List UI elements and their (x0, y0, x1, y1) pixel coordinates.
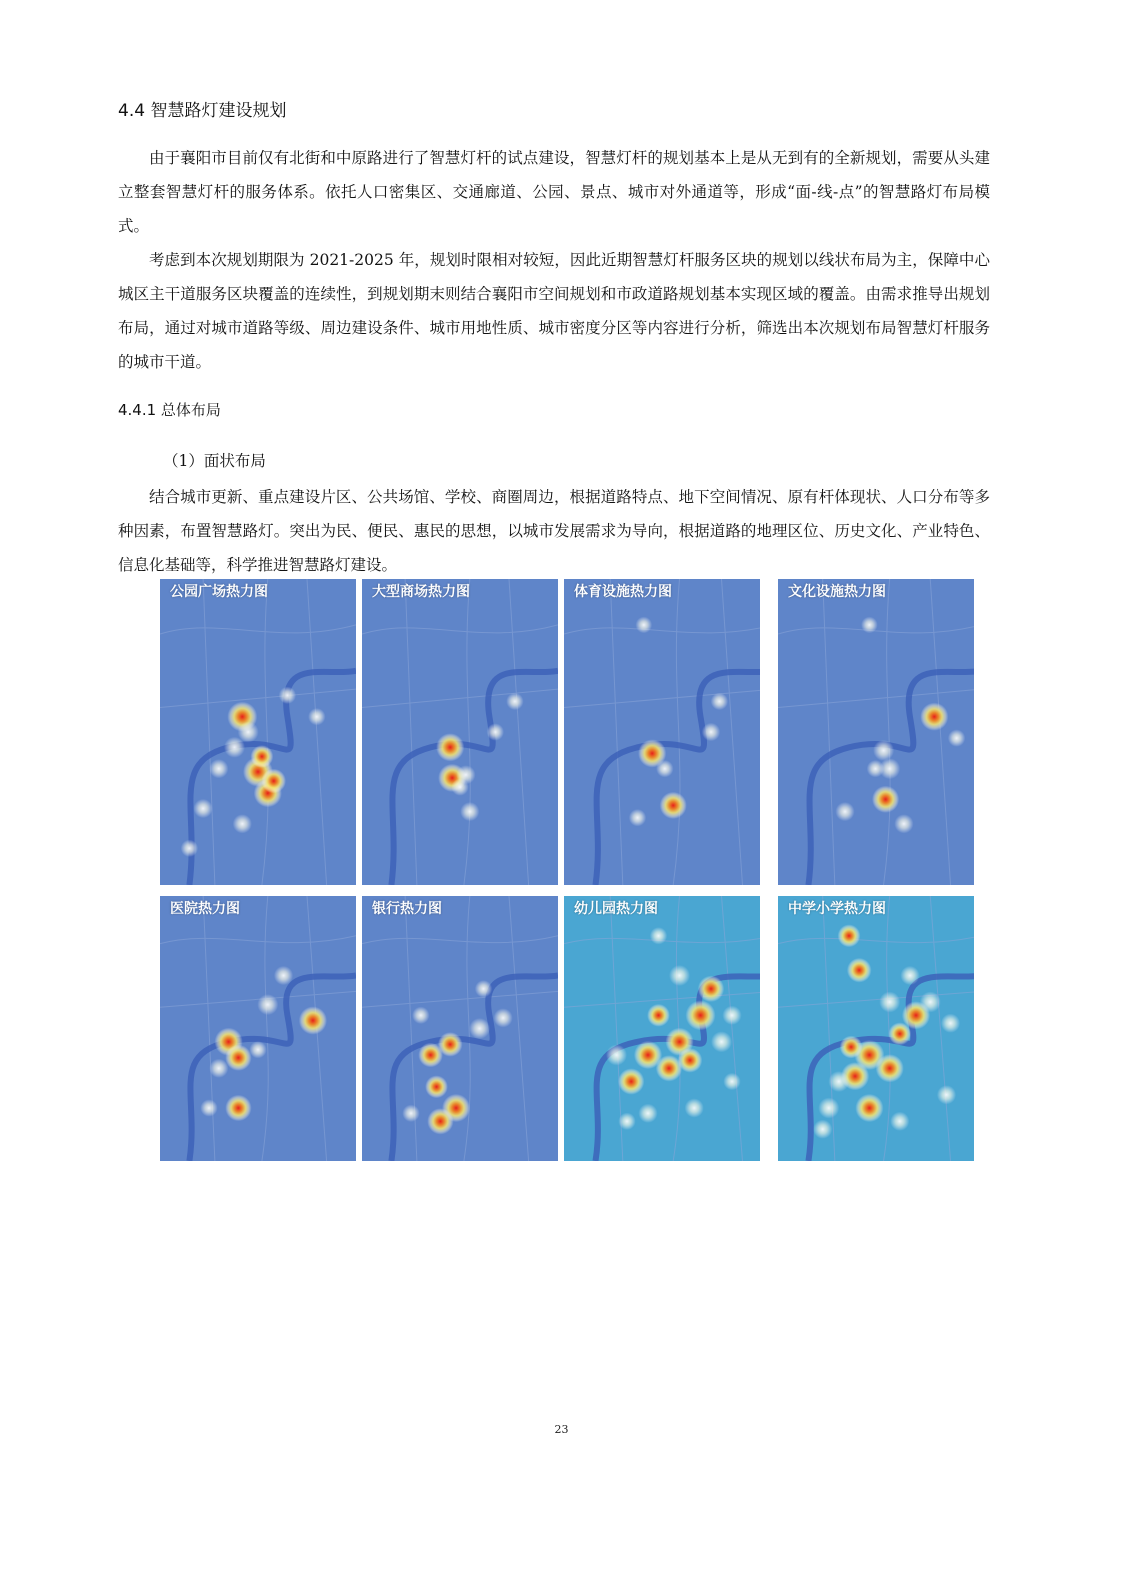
heat-spot (436, 733, 464, 761)
heat-spot (818, 1098, 839, 1119)
heat-spot (257, 994, 278, 1015)
heat-spot (723, 1073, 740, 1090)
heat-spot (835, 802, 854, 821)
heat-spot (937, 1085, 956, 1104)
heat-spot (722, 1006, 741, 1025)
heat-spot (855, 1094, 883, 1122)
panel-title: 银行热力图 (372, 901, 442, 917)
heat-spot (487, 723, 504, 740)
heat-spot (618, 1068, 644, 1094)
heatmap-figure (160, 579, 981, 1161)
panel-title: 体育设施热力图 (574, 584, 672, 600)
section-heading: 4.4 智慧路灯建设规划 (118, 101, 287, 121)
heat-spot (629, 809, 646, 826)
heatmap-panel-culture (778, 579, 974, 885)
heat-spot (948, 729, 965, 746)
heat-spot (920, 703, 948, 731)
heatmap-map-image (778, 896, 974, 1161)
heat-spot (618, 1113, 635, 1130)
heatmap-panel-banks (362, 896, 558, 1161)
heat-spot (438, 1032, 463, 1057)
heatmap-map-image (362, 579, 558, 885)
heat-spot (711, 1031, 732, 1052)
heat-spot (427, 1108, 453, 1134)
heat-spot (879, 992, 900, 1013)
heat-spot (838, 924, 861, 947)
heat-spot (702, 723, 720, 741)
heat-spot (920, 992, 941, 1013)
heat-spot (890, 1112, 909, 1131)
heat-spot (209, 759, 228, 778)
panel-title: 医院热力图 (170, 901, 240, 917)
heat-spot (425, 1075, 448, 1098)
panel-title: 幼儿园热力图 (574, 901, 658, 917)
heat-spot (941, 1014, 960, 1033)
heat-spot (209, 1059, 228, 1078)
heat-spot (900, 966, 919, 985)
subsection-paragraph: 结合城市更新、重点建设片区、公共场馆、学校、商圈周边，根据道路特点、地下空间情况、原有杆体现状、人口分布等多种因素，布置智慧路灯。突出为民、便民、惠民的思想，以城市发展需求为导向，根据道路的地理区位、历史文化、产业特色、信息化基础等，科学推进智慧路灯建设。 (118, 488, 990, 574)
heatmap-panel-malls (362, 579, 558, 885)
heat-spot (678, 1048, 703, 1073)
heat-spot (660, 792, 687, 819)
panel-title: 文化设施热力图 (788, 584, 886, 600)
heat-spot (861, 617, 878, 634)
heat-spot (494, 1008, 513, 1027)
heatmap-map-image (160, 896, 356, 1161)
heatmap-panel-parks (160, 579, 356, 885)
heat-spot (873, 740, 894, 761)
heat-spot (451, 778, 468, 795)
heatmap-panel-schools (778, 896, 974, 1161)
heat-spot (636, 617, 653, 634)
heat-spot (876, 1054, 904, 1082)
map-background (564, 579, 760, 885)
heat-spot (894, 814, 913, 833)
heat-spot (225, 1095, 251, 1121)
heat-spot (698, 976, 724, 1002)
heat-spot (249, 1041, 266, 1058)
heat-spot (606, 1045, 627, 1066)
heatmap-panel-kindergartens (564, 896, 760, 1161)
heat-spot (647, 1004, 670, 1027)
heat-spot (308, 708, 325, 725)
heat-spot (460, 802, 479, 821)
heat-spot (840, 1036, 863, 1059)
heat-spot (711, 693, 728, 710)
heat-spot (181, 840, 198, 857)
heat-spot (225, 1045, 251, 1071)
panel-title: 公园广场热力图 (170, 584, 268, 600)
heat-spot (650, 927, 667, 944)
heat-spot (669, 965, 690, 986)
heat-spot (238, 722, 259, 743)
panel-title: 大型商场热力图 (372, 584, 470, 600)
heat-spot (233, 814, 252, 833)
heat-spot (685, 1098, 704, 1117)
heat-spot (251, 745, 274, 768)
heatmap-map-image (160, 579, 356, 885)
heat-spot (813, 1120, 832, 1139)
heat-spot (279, 687, 296, 704)
heat-spot (200, 1099, 217, 1116)
heat-spot (299, 1006, 327, 1034)
heat-spot (867, 760, 884, 777)
heat-spot (469, 1018, 490, 1039)
list-item-label: （1）面状布局 (163, 452, 266, 470)
heatmap-map-image (362, 896, 558, 1161)
heat-spot (475, 980, 492, 997)
heat-spot (274, 966, 293, 985)
heat-spot (412, 1007, 429, 1024)
heat-spot (888, 1022, 911, 1045)
section-paragraph-1: 由于襄阳市目前仅有北街和中原路进行了智慧灯杆的试点建设，智慧灯杆的规划基本上是从无到有的全新规划，需要从头建立整套智慧灯杆的服务体系。依托人口密集区、交通廊道、公园、景点、城市对外通道等，形成“面-线-点”的智慧路灯布局模式。 (118, 149, 990, 235)
panel-title: 中学小学热力图 (788, 901, 886, 917)
heatmap-map-image (564, 896, 760, 1161)
heat-spot (261, 769, 286, 794)
heat-spot (828, 1071, 849, 1092)
heat-spot (872, 786, 899, 813)
heatmap-map-image (778, 579, 974, 885)
heat-spot (847, 958, 872, 983)
heatmap-panel-hospitals (160, 896, 356, 1161)
heat-spot (402, 1105, 419, 1122)
section-paragraph-2: 考虑到本次规划期限为 2021-2025 年，规划时限相对较短，因此近期智慧灯杆服务区块的规划以线状布局为主，保障中心城区主干道服务区块覆盖的连续性，到规划期末则结合襄阳市空间规划和市政道路规划基本实现区域的覆盖。由需求推导出规划布局，通过对城市道路等级、周边建设条件、城市用地性质、城市密度分区等内容进行分析，筛选出本次规划布局智慧灯杆服务的城市干道。 (118, 251, 990, 371)
page-number: 23 (554, 1423, 569, 1436)
heat-spot (194, 799, 213, 818)
subsection-heading: 4.4.1 总体布局 (118, 401, 221, 419)
heatmap-map-image (564, 579, 760, 885)
heat-spot (656, 760, 673, 777)
heatmap-panel-sports (564, 579, 760, 885)
heat-spot (638, 1104, 657, 1123)
heat-spot (506, 693, 523, 710)
heat-spot (686, 1000, 716, 1030)
